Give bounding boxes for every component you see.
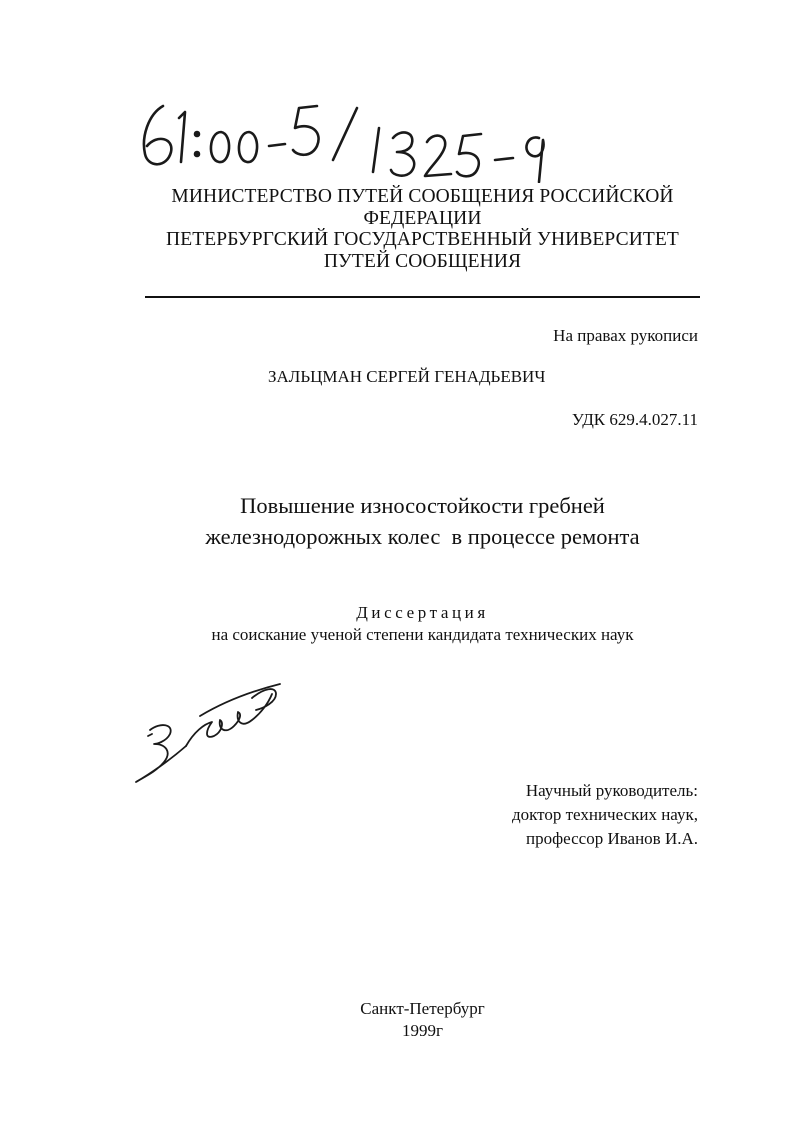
manuscript-note: На правах рукописи (553, 326, 698, 345)
document-type: Диссертация (356, 603, 489, 622)
year: 1999г (402, 1021, 443, 1040)
degree-statement: на соискание ученой степени кандидата технических наук (211, 625, 634, 644)
institution-header (120, 186, 725, 272)
supervisor-line-3: профессор Иванов И.А. (526, 829, 698, 848)
supervisor-block (440, 779, 698, 851)
supervisor-line-1: Научный руководитель: (525, 781, 698, 800)
udk-code: УДК 629.4.027.11 (571, 410, 698, 429)
header-line-2: ФЕДЕРАЦИИ (363, 207, 482, 229)
header-line-1: МИНИСТЕРСТВО ПУТЕЙ СООБЩЕНИЯ РОССИЙСКОЙ (171, 186, 674, 207)
handwritten-archive-code (135, 88, 565, 183)
dissertation-title (150, 490, 695, 552)
header-line-3: ПЕТЕРБУРГСКИЙ ГОСУДАРСТВЕННЫЙ УНИВЕРСИТЕТ (166, 229, 679, 250)
header-divider (145, 296, 700, 298)
author-name: ЗАЛЬЦМАН СЕРГЕЙ ГЕНАДЬЕВИЧ (268, 367, 546, 386)
title-line-1: Повышение износостойкости гребней (240, 493, 605, 518)
header-line-4: ПУТЕЙ СООБЩЕНИЯ (323, 250, 522, 272)
city: Санкт-Петербург (360, 999, 485, 1018)
place-and-year (250, 998, 595, 1042)
supervisor-line-2: доктор технических наук, (511, 805, 698, 824)
author-signature (130, 670, 295, 790)
title-line-2: железнодорожных колес в процессе ремонта (205, 524, 640, 549)
